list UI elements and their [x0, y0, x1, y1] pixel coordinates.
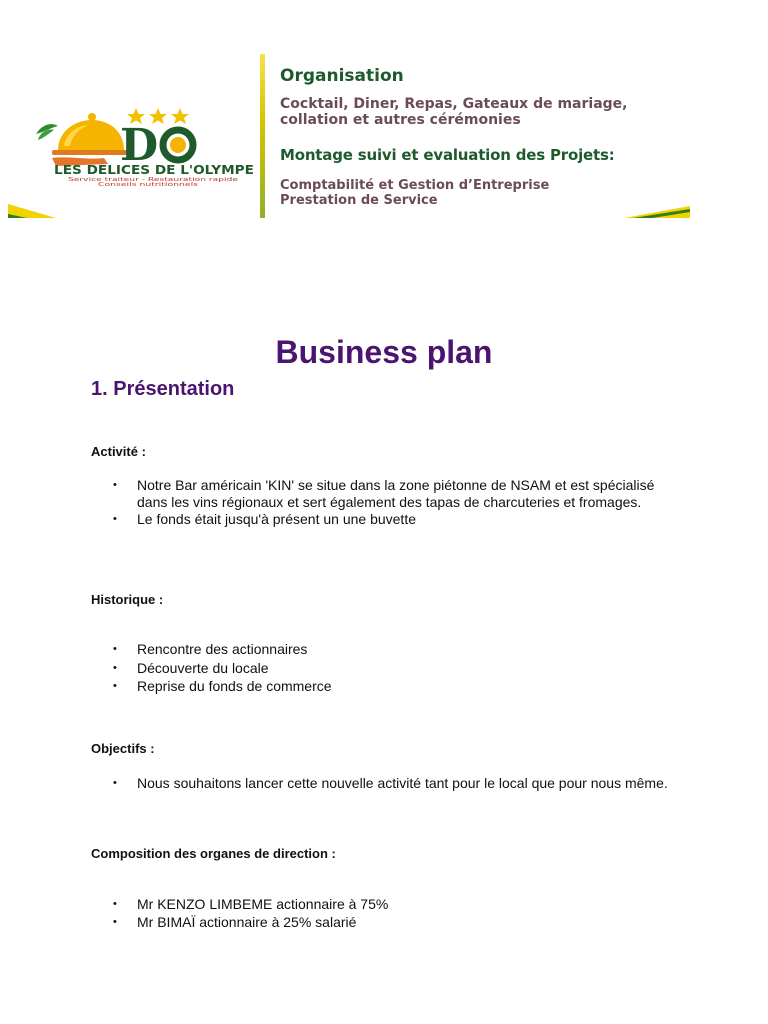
svg-text:Conseils nutritionnels: Conseils nutritionnels — [98, 182, 199, 186]
banner-projects-line: Comptabilité et Gestion d’Entreprise — [280, 178, 550, 193]
document-title: Business plan — [275, 334, 493, 370]
list-item: • Reprise du fonds de commerce — [113, 678, 673, 695]
list-item: • Mr BIMAÏ actionnaire à 25% salarié — [113, 914, 673, 931]
banner-heading-organisation: Organisation — [280, 66, 404, 86]
list-item: • Nous souhaitons lancer cette nouvelle activité tant pour le local que pour nous même. — [113, 775, 673, 792]
banner-services-text — [280, 96, 680, 128]
activite-label: Activité : — [91, 444, 146, 459]
historique-list — [113, 641, 673, 695]
list-item: • Mr KENZO LIMBEME actionnaire à 75% — [113, 896, 673, 913]
company-logo — [28, 106, 258, 186]
svg-text:LES DELICES DE L'OLYMPE: LES DELICES DE L'OLYMPE — [54, 162, 254, 177]
banner-heading-projects: Montage suivi et evaluation des Projets: — [280, 146, 615, 164]
banner-projects-text — [280, 178, 549, 208]
objectifs-list — [113, 775, 673, 792]
svg-text:Service traiteur - Restauratio: Service traiteur - Restauration rapide — [68, 177, 240, 183]
composition-label: Composition des organes de direction : — [91, 846, 336, 861]
section-heading: 1. Présentation — [91, 378, 235, 400]
list-item: • Notre Bar américain 'KIN' se situe dans la zone piétonne de NSAM et est spécialisé dans les vins régionaux et sert également des tapas de charcuteries et fromages. — [113, 477, 673, 511]
svg-text:D: D — [120, 120, 159, 171]
banner-projects-line: Prestation de Service — [280, 193, 438, 208]
banner-divider — [260, 54, 265, 218]
list-item: • Le fonds était jusqu'à présent un une buvette — [113, 511, 673, 528]
banner-services-line: Cocktail, Diner, Repas, Gateaux de mariage, — [280, 96, 628, 112]
list-item: • Découverte du locale — [113, 660, 673, 677]
activite-list — [113, 477, 673, 528]
historique-label: Historique : — [91, 592, 164, 607]
list-item: • Rencontre des actionnaires — [113, 641, 673, 658]
composition-list — [113, 896, 673, 931]
objectifs-label: Objectifs : — [91, 741, 155, 756]
header-banner — [8, 54, 690, 218]
banner-services-line: collation et autres cérémonies — [280, 112, 521, 128]
